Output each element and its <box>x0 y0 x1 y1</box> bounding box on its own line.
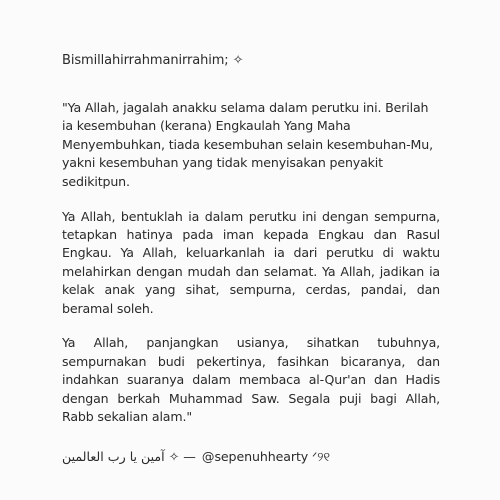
opening-line: Bismillahirrahmanirrahim; ✧ <box>62 53 244 68</box>
decorative-symbol-icon: ᐟ୨୧ <box>308 448 330 464</box>
footer-signature <box>62 448 440 466</box>
prayer-paragraph-1: "Ya Allah, jagalah anakku selama dalam perutku ini. Berilah ia kesembuhan (kerana) Engkaulah Yang Maha Menyembuhkan, tiada kesembuhan selain kesembuhan-Mu, yakni kesembuhan yang tidak menyisakan penyakit sedikitpun. <box>62 100 433 189</box>
footer-separator: ✧ — <box>164 448 200 464</box>
prayer-paragraph-2: Ya Allah, bentuklah ia dalam perutku ini dengan sempurna, tetapkan hatinya pada iman kepada Engkau dan Rasul Engkau. Ya Allah, keluarkanlah ia dari perutku di waktu melahirkan dengan mudah dan selamat. Ya Allah, jadikan ia kelak anak yang sihat, sempurna, cerdas, pandai, dan beramal soleh. <box>62 208 440 316</box>
author-handle: @sepenuhhearty <box>201 448 309 464</box>
prayer-paragraph-3: Ya Allah, panjangkan usianya, sihatkan tubuhnya, sempurnakan budi pekertinya, fasihkan bicaranya, dan indahkan suaranya dalam membaca al-Qur'an dan Hadis dengan berkah Muhammad Saw. Segala puji bagi Allah, Rabb sekalian alam." <box>62 335 440 425</box>
arabic-amin: آمين يا رب العالمين <box>62 448 165 464</box>
